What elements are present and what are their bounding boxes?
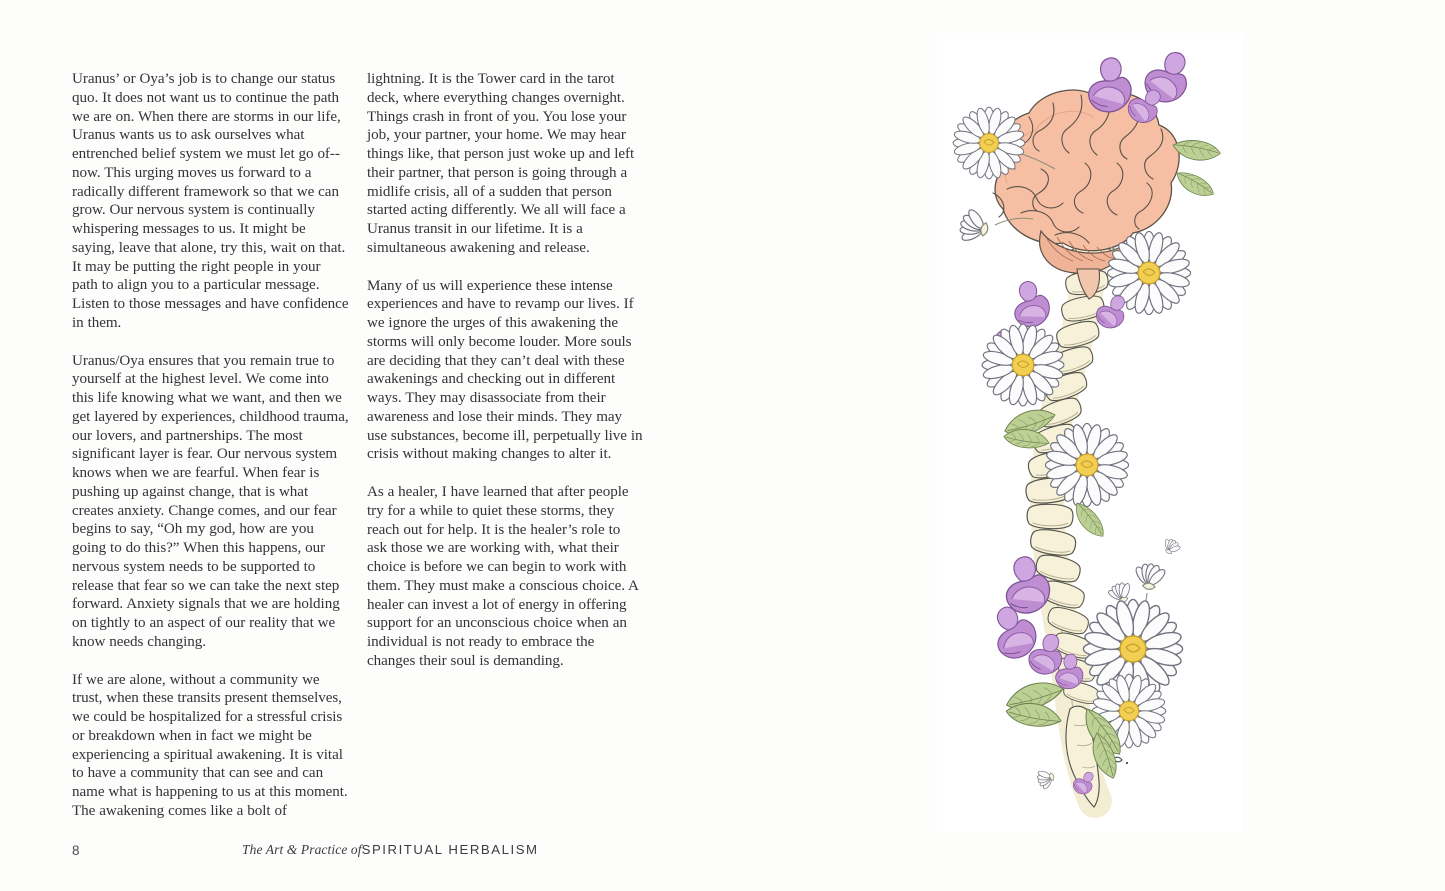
text-column-left bbox=[72, 70, 349, 840]
page-number: 8 bbox=[72, 843, 80, 858]
illustration-figure bbox=[937, 33, 1242, 833]
paragraph: As a healer, I have learned that after people try for a while to quiet these storms, they reach out for help. It is the healer’s role to ask those we are working with, what their choice is before we can begin to work with them. They must make a conscious choice. A healer can invest a lot of energy in offering support for an unconscious choice when an individual is not ready to embrace the changes their soul is demanding. bbox=[367, 484, 639, 669]
running-head-caps: SPIRITUAL HERBALISM bbox=[361, 842, 539, 857]
daisy-flower bbox=[1045, 423, 1128, 506]
page-footer bbox=[72, 841, 652, 861]
paragraph: Uranus/Oya ensures that you remain true to yourself at the highest level. We come into this life knowing what we want, and then we get layered by experiences, childhood trauma, our lovers, and partnerships. The most significant layer is fear. Our nervous system knows when we are fearful. When fear is pushing up against change, that is what creates anxiety. Change comes, and our fear begins to say, “Oh my god, how are you going to do this?” When this happens, our nervous system needs to be supported to release that fear so we can take the next step forward. Anxiety signals that we are holding on tightly to an aspect of our reality that we know needs changing. bbox=[72, 352, 349, 650]
running-head bbox=[242, 841, 539, 859]
paragraph: Many of us will experience these intense experiences and have to revamp our lives. If we ignore the urges of this awakening the storms will only become louder. More souls are deciding that they can’t deal with these awakenings and checking out in different ways. They may disassociate from their awareness and lose their minds. They may use substances, become ill, perpetually live in crisis without making changes to alter it. bbox=[367, 277, 643, 463]
daisy-flower bbox=[982, 324, 1064, 406]
paragraph: lightning. It is the Tower card in the tarot deck, where everything changes overnight. Things crash in front of you. You lose your job, your partner, your home. We may hear things like, that person just woke up and left their partner, that person is going through a midlife crisis, all of a sudden that person started acting differently. We all will face a Uranus transit in our lifetime. It is a simultaneous awakening and release. bbox=[367, 71, 635, 256]
paragraph: Uranus’ or Oya’s job is to change our status quo. It does not want us to continue the path we are on. When there are storms in our life, Uranus wants us to ask ourselves what entrenched belief system we must let go of--now. This urging moves us forward to a radically different framework so that we can grow. Our nervous system is continually whispering messages to us. It might be saying, leave that alone, try this, wait on that. It may be putting the right people in your path to align you to a particular message. Listen to those messages and have confidence in them. bbox=[72, 71, 349, 331]
running-head-italic: The Art & Practice of bbox=[242, 842, 362, 857]
paragraph: If we are alone, without a community we trust, when these transits present themselves, we could be hospitalized for a stressful crisis or breakdown when in fact we might be experiencing a spiritual awakening. It is vital to have a community that can see and can name what is happening to us at this moment. The awakening comes like a bolt of bbox=[72, 671, 348, 819]
body-text-area bbox=[72, 70, 652, 819]
text-column-right bbox=[367, 70, 644, 690]
brain-spine-flowers-illustration bbox=[937, 33, 1242, 833]
